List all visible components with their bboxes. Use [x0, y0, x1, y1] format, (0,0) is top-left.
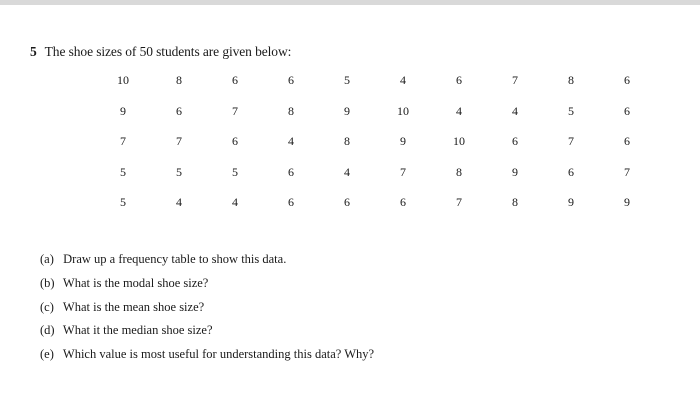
data-cell: 6 — [344, 195, 350, 209]
part-label: (a) — [40, 252, 54, 266]
data-cell: 9 — [624, 195, 630, 209]
question-part — [40, 344, 374, 368]
data-cell: 6 — [176, 103, 182, 118]
data-cell: 7 — [624, 164, 630, 179]
data-cell: 4 — [288, 134, 294, 148]
data-cell: 5 — [232, 164, 238, 179]
data-cell: 10 — [453, 134, 465, 148]
data-cell: 6 — [624, 73, 630, 87]
data-cell: 6 — [456, 73, 462, 87]
data-cell: 8 — [176, 73, 182, 87]
data-row — [95, 134, 655, 165]
data-cell: 6 — [512, 134, 518, 148]
data-cell: 6 — [624, 103, 630, 118]
data-cell: 5 — [120, 164, 126, 179]
data-row — [95, 104, 655, 135]
data-cell: 4 — [176, 195, 182, 209]
data-cell: 7 — [232, 103, 238, 118]
data-cell: 7 — [512, 73, 518, 87]
part-label: (c) — [40, 299, 54, 314]
data-cell: 4 — [232, 195, 238, 209]
part-text: Draw up a frequency table to show this data. — [63, 252, 287, 266]
question-part — [40, 297, 374, 321]
data-cell: 7 — [400, 164, 406, 179]
data-cell: 8 — [512, 195, 518, 209]
data-cell: 4 — [344, 164, 350, 179]
part-label: (b) — [40, 275, 55, 290]
data-cell: 7 — [120, 134, 126, 148]
data-cell: 9 — [120, 103, 126, 118]
question-number: 5 — [30, 44, 37, 59]
data-cell: 4 — [456, 103, 462, 118]
data-cell: 10 — [397, 103, 409, 118]
data-cell: 9 — [568, 195, 574, 209]
part-text: What is the mean shoe size? — [62, 299, 205, 314]
data-cell: 5 — [120, 195, 126, 209]
question-part — [40, 320, 374, 344]
data-cell: 8 — [456, 164, 462, 179]
data-row — [95, 73, 655, 104]
data-cell: 6 — [232, 134, 238, 148]
data-cell: 6 — [624, 134, 630, 148]
data-cell: 5 — [344, 73, 350, 87]
data-cell: 6 — [232, 73, 238, 87]
data-cell: 5 — [568, 103, 574, 118]
part-text: Which value is most useful for understanding this data? Why? — [62, 347, 375, 362]
data-cell: 6 — [400, 195, 406, 209]
question-part — [40, 249, 374, 273]
part-label: (d) — [40, 323, 55, 338]
shoe-size-data-grid — [95, 73, 655, 226]
data-cell: 4 — [512, 103, 518, 118]
data-cell: 4 — [400, 73, 406, 87]
data-cell: 6 — [568, 164, 574, 179]
question-part — [40, 273, 374, 297]
data-cell: 7 — [456, 195, 462, 209]
data-row — [95, 195, 655, 226]
data-cell: 9 — [512, 164, 518, 179]
data-cell: 7 — [568, 134, 574, 148]
question-parts — [40, 249, 374, 368]
part-text: What it the median shoe size? — [62, 323, 213, 338]
top-border — [0, 0, 700, 5]
data-cell: 6 — [288, 73, 294, 87]
data-cell: 5 — [176, 164, 182, 179]
data-cell: 8 — [568, 73, 574, 87]
part-label: (e) — [40, 347, 54, 362]
data-cell: 8 — [288, 103, 294, 118]
data-cell: 6 — [288, 164, 294, 179]
data-cell: 7 — [176, 134, 182, 148]
question-prompt: The shoe sizes of 50 students are given below: — [44, 44, 292, 59]
data-cell: 8 — [344, 134, 350, 148]
data-cell: 10 — [117, 73, 129, 87]
data-row — [95, 165, 655, 196]
question-header — [30, 44, 291, 60]
data-cell: 6 — [288, 195, 294, 209]
data-cell: 9 — [400, 134, 406, 148]
part-text: What is the modal shoe size? — [62, 275, 209, 290]
data-cell: 9 — [344, 103, 350, 118]
